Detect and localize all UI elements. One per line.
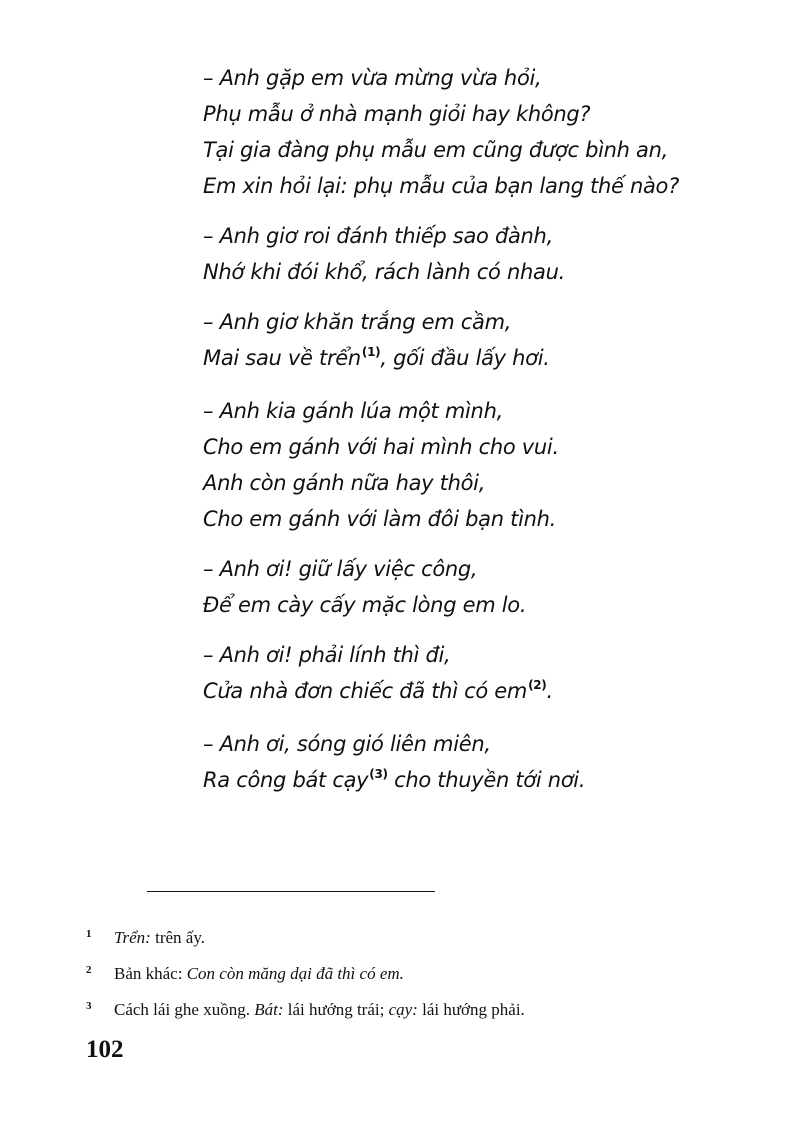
poem-line-text: – Anh ơi, sóng gió liên miên, xyxy=(203,732,491,756)
poem-line xyxy=(203,96,763,132)
stanza xyxy=(203,726,763,801)
poem-line-text: Mai sau về trển xyxy=(203,346,361,370)
poem-line xyxy=(203,218,763,254)
stanza xyxy=(203,304,763,379)
footnote-divider xyxy=(147,891,435,892)
poem-line xyxy=(203,673,763,712)
poem-line-text: Em xin hỏi lại: phụ mẫu của bạn lang thế nào? xyxy=(203,174,679,198)
poem-line-text: Ra công bát cạy xyxy=(203,768,369,792)
poem-line-text: – Anh giơ roi đánh thiếp sao đành, xyxy=(203,224,553,248)
poem-line xyxy=(203,132,763,168)
footnote xyxy=(86,918,766,954)
poem-line xyxy=(203,254,763,290)
footnote-reference: (3) xyxy=(369,767,388,781)
footnote-text: cạy: xyxy=(388,1000,418,1019)
poem-line xyxy=(203,551,763,587)
poem-line xyxy=(203,429,763,465)
stanza xyxy=(203,551,763,623)
stanza xyxy=(203,218,763,290)
poem-line xyxy=(203,304,763,340)
poem-line xyxy=(203,393,763,429)
poem xyxy=(203,60,763,815)
footnote-number: 1 xyxy=(86,928,92,940)
poem-line xyxy=(203,501,763,537)
footnote xyxy=(86,990,766,1026)
footnote-text: lái hướng trái; xyxy=(283,1000,389,1019)
stanza xyxy=(203,60,763,204)
poem-line-text: cho thuyền tới nơi. xyxy=(387,768,586,792)
poem-line-text: – Anh ơi! phải lính thì đi, xyxy=(203,643,451,667)
stanza xyxy=(203,637,763,712)
poem-line-text: Cho em gánh với hai mình cho vui. xyxy=(203,435,559,459)
poem-line-text: Cho em gánh với làm đôi bạn tình. xyxy=(203,507,556,531)
footnote-reference: (1) xyxy=(361,345,381,359)
page-number: 102 xyxy=(86,1036,124,1063)
footnote xyxy=(86,954,766,990)
poem-line xyxy=(203,637,763,673)
poem-line-text: . xyxy=(546,679,553,703)
footnote-text: Trển: xyxy=(114,928,151,947)
poem-line-text: – Anh gặp em vừa mừng vừa hỏi, xyxy=(203,66,542,90)
poem-line xyxy=(203,587,763,623)
poem-line xyxy=(203,726,763,762)
poem-line-text: Phụ mẫu ở nhà mạnh giỏi hay không? xyxy=(203,102,591,126)
footnote-text: Con còn măng dại đã thì có em. xyxy=(186,964,404,983)
poem-line-text: Anh còn gánh nữa hay thôi, xyxy=(203,471,486,495)
footnote-number: 2 xyxy=(86,964,92,976)
poem-line-text: – Anh giơ khăn trắng em cầm, xyxy=(203,310,512,334)
poem-line xyxy=(203,168,763,204)
poem-line-text: Nhớ khi đói khổ, rách lành có nhau. xyxy=(203,260,565,284)
poem-line xyxy=(203,465,763,501)
footnote-text: Cách lái ghe xuồng. xyxy=(114,1000,255,1019)
footnote-number: 3 xyxy=(86,1000,92,1012)
poem-line-text: Cửa nhà đơn chiếc đã thì có em xyxy=(203,679,528,703)
footnote-reference: (2) xyxy=(528,678,547,692)
footnote-text: lái hướng phải. xyxy=(417,1000,525,1019)
poem-line-text: Tại gia đàng phụ mẫu em cũng được bình an, xyxy=(203,138,669,162)
footnote-text: Bát: xyxy=(254,1000,284,1019)
footnote-text: Bản khác: xyxy=(114,964,187,983)
poem-line-text: – Anh ơi! giữ lấy việc công, xyxy=(203,557,478,581)
poem-line xyxy=(203,340,763,379)
poem-line xyxy=(203,60,763,96)
poem-line xyxy=(203,762,763,801)
poem-line-text: – Anh kia gánh lúa một mình, xyxy=(203,399,503,423)
footnotes xyxy=(86,918,766,1026)
poem-line-text: , gối đầu lấy hơi. xyxy=(380,346,550,370)
poem-line-text: Để em cày cấy mặc lòng em lo. xyxy=(203,593,527,617)
stanza xyxy=(203,393,763,537)
footnote-text: trên ấy. xyxy=(150,928,205,947)
